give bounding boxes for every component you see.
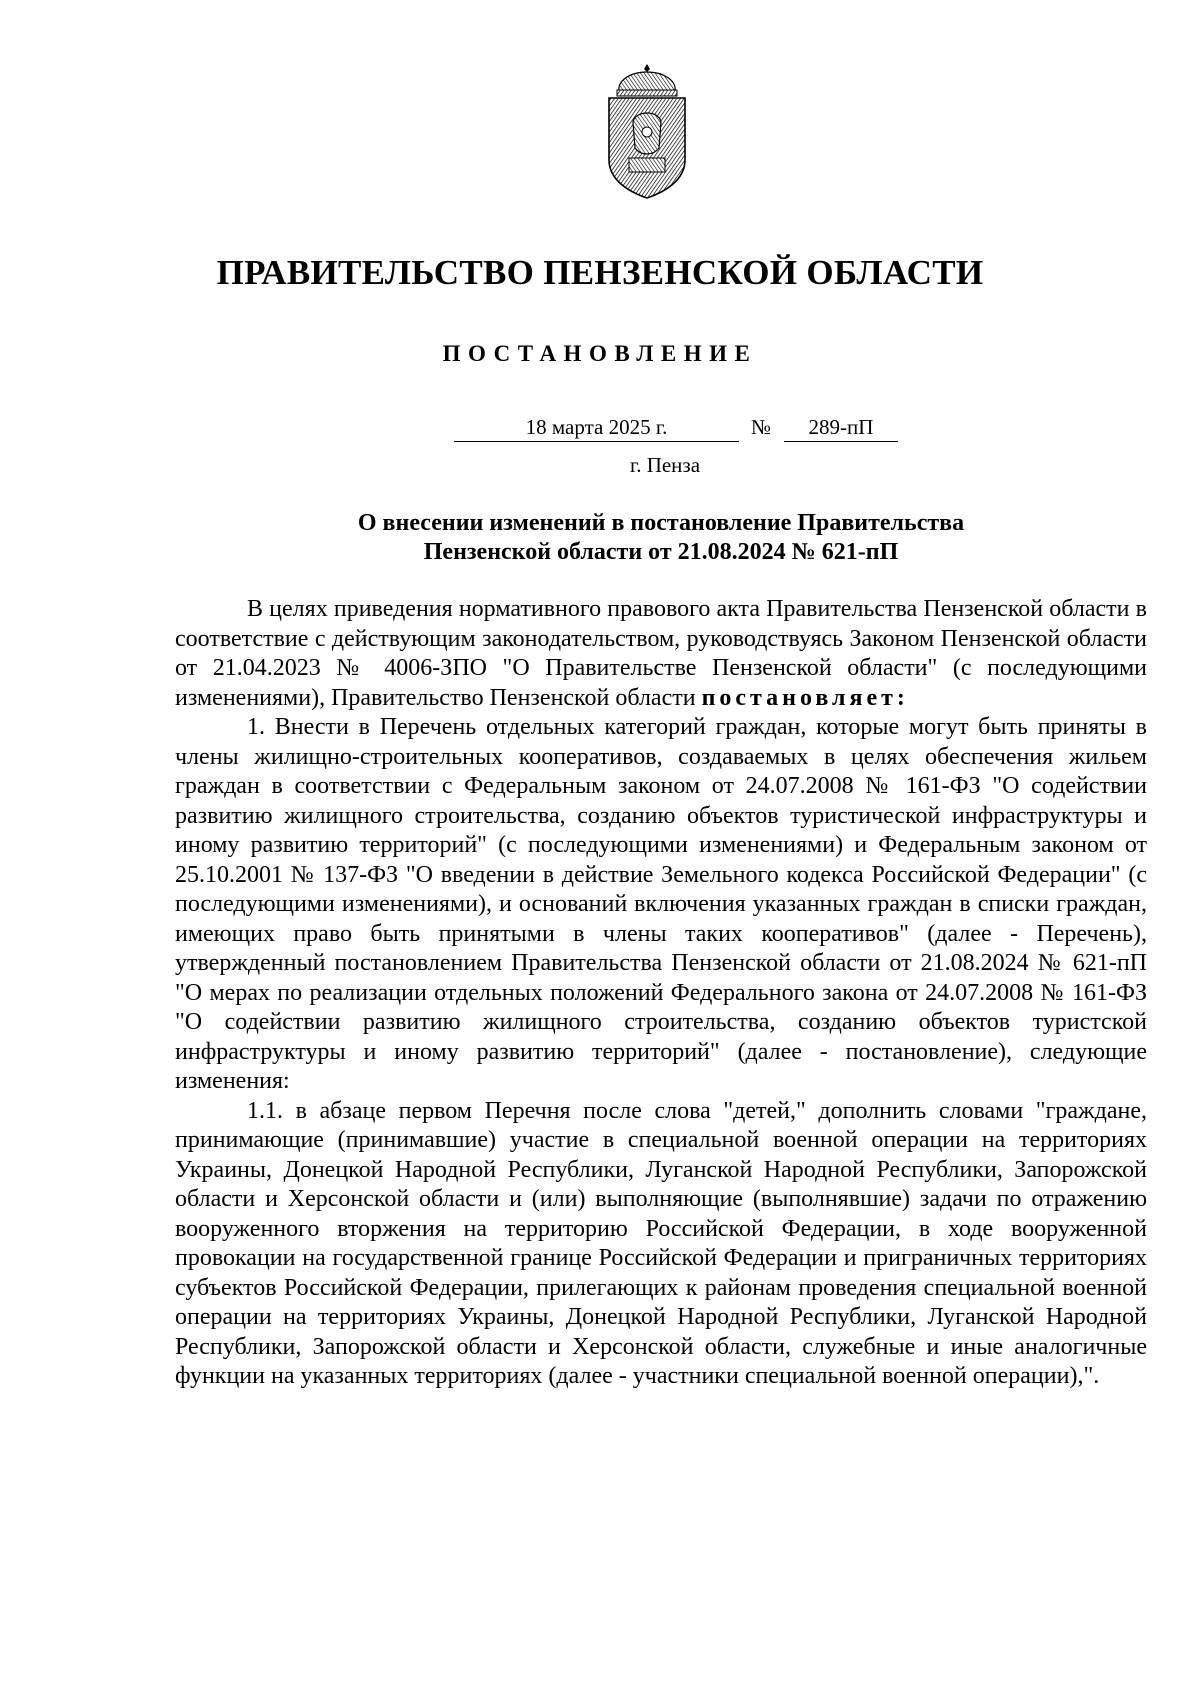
document-subject bbox=[176, 509, 1146, 567]
item-1-paragraph: 1. Внести в Перечень отдельных категорий граждан, которые могут быть приняты в члены жилищно-строительных кооперативов, создаваемых в целях обеспечения жильем граждан в соответствии с Федеральным законом от 24.07.2008 № 161-ФЗ "О содействии развитию жилищного строительства, созданию объектов туристической инфраструктуры и иному развитию территорий" (с последующими изменениями) и Федеральным законом от 25.10.2001 № 137-ФЗ "О введении в действие Земельного кодекса Российской Федерации" (с последующими изменениями), и оснований включения указанных граждан в списки граждан, имеющих право быть принятыми в члены таких кооперативов" (далее - Перечень), утвержденный постановлением Правительства Пензенской области от 21.08.2024 № 621-пП "О мерах по реализации отдельных положений Федерального закона от 24.07.2008 № 161-ФЗ "О содействии развитию жилищного строительства, созданию объектов туристской инфраструктуры и иному развитию территорий" (далее - постановление), следующие изменения: bbox=[175, 714, 1147, 1094]
organization-title: ПРАВИТЕЛЬСТВО ПЕНЗЕНСКОЙ ОБЛАСТИ bbox=[216, 253, 984, 292]
subject-line: О внесении изменений в постановление Правительства bbox=[357, 510, 965, 536]
document-body bbox=[175, 595, 1147, 1392]
subject-line: Пензенской области от 21.08.2024 № 621-пП bbox=[423, 539, 899, 565]
registration-line bbox=[0, 414, 1200, 444]
preamble-text: В целях приведения нормативного правового акта Правительства Пензенской области в соответствие с действующим законодательством, руководствуясь Законом Пензенской области от 21.04.2023 № 4006-ЗПО "О Правительстве Пензенской области" (с последующими изменениями), Правительство Пензенской области bbox=[175, 596, 1147, 711]
item-1-1-paragraph: 1.1. в абзаце первом Перечня после слова "детей," дополнить словами "граждане, принимающие (принимавшие) участие в специальной военной операции на территориях Украины, Донецкой Народной Республики, Луганской Народной Республики, Запорожской области и Херсонской области и (или) выполняющие (выполнявшие) задачи по отражению вооруженного вторжения на территорию Российской Федерации, в ходе вооруженной провокации на государственной границе Российской Федерации и приграничных территориях субъектов Российской Федерации, прилегающих к районам проведения специальной военной операции на территориях Украины, Донецкой Народной Республики, Луганской Народной Республики, Запорожской области и Херсонской области, служебные и иные аналогичные функции на указанных территориях (далее - участники специальной военной операции),". bbox=[175, 1097, 1147, 1389]
preamble-paragraph bbox=[175, 595, 1147, 713]
decree-word: постановляет: bbox=[701, 684, 909, 711]
number-sign: № bbox=[750, 415, 772, 439]
city: г. Пенза bbox=[629, 453, 701, 477]
coat-of-arms-icon bbox=[603, 62, 691, 202]
document-type: ПОСТАНОВЛЕНИЕ bbox=[442, 341, 758, 366]
document-date: 18 марта 2025 г. bbox=[454, 414, 739, 442]
document-number: 289-пП bbox=[784, 414, 898, 442]
